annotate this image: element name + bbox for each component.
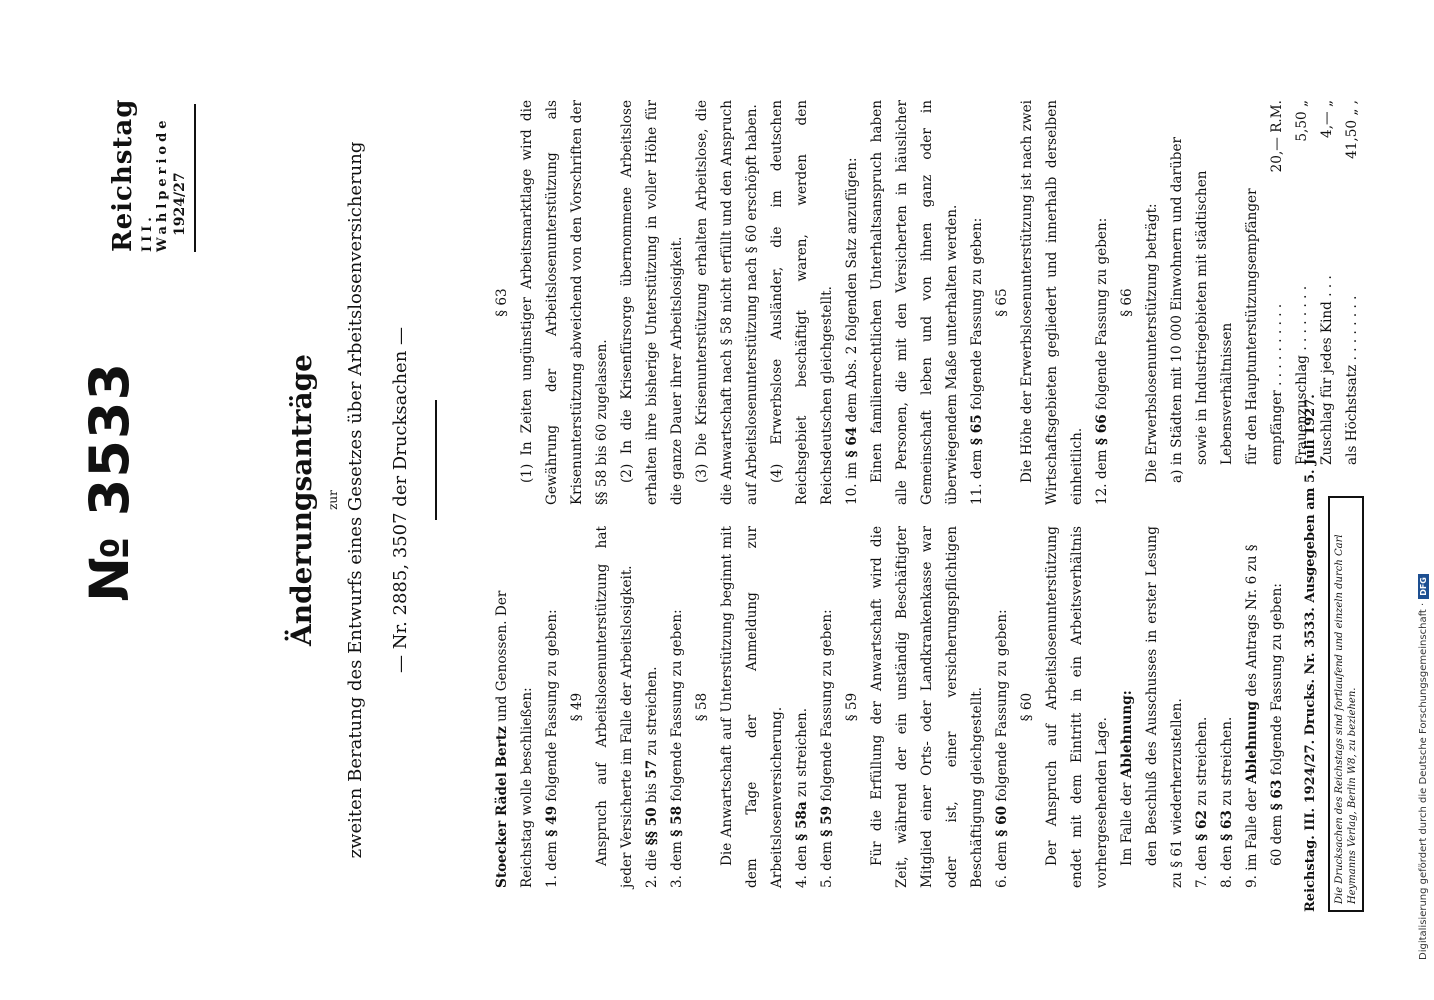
digitization-note [1418,30,1429,960]
paragraph-text-60: Der Anspruch auf Arbeitslosenunterstützung endet mit dem Eintritt in ein Arbeitsverhältnis vorhergesehenden Lage. [1044,526,1110,888]
paragraph-text-64: Einen familienrechtlichen Unterhaltsanspruch haben alle Personen, die mit den Versicherten in häuslicher Gemeinschaft leben und von ihnen ganz oder in überwiegendem Maße unterhalten werden. [869,100,960,505]
item-1: 1. dem § 49 folgende Fassung zu geben: [544,609,560,888]
left-column [490,526,1290,888]
rate-row-1: empfänger . . . . . . . . . . 20,— R.M. [1269,100,1285,465]
paragraph-63-3: (3) Die Krisenunterstützung erhalten Arbeitslose, die die Anwartschaft nach § 58 nicht erfüllt und den Anspruch auf Arbeitslosenunterstützung nach § 60 erschöpft haben. [694,100,760,505]
paragraph-heading-63: § 63 [494,288,510,317]
paragraph-63-1: (1) In Zeiten ungünstiger Arbeitsmarktlage wird die Gewährung der Arbeitslosenunterstützung als Krisenunterstützung abweichend von den Vorschriften der §§ 58 bis 60 zugelassen. [519,100,610,505]
digitization-text: Digitalisierung gefördert durch die Deutsche Forschungsgemeinschaft · [1418,602,1429,960]
item-5: 5. dem § 59 folgende Fassung zu geben: [819,609,835,888]
intro [490,526,540,888]
rate-row-2: Frauenzuschlag . . . . . . . . 5,50 „ [1294,100,1310,465]
paragraph-heading-66: § 66 [1119,288,1135,317]
item-3: 3. dem § 58 folgende Fassung zu geben: [669,609,685,888]
fallback-clause: Im Falle der Ablehnung: [1119,690,1135,866]
item-9: 9. im Falle der Ablehnung des Antrags Nr. 6 zu § 60 dem § 63 folgende Fassung zu geben: [1244,544,1285,888]
paragraph-heading-49: § 49 [569,692,585,722]
intro-text: und Genossen. Der Reichstag wolle beschließen: [494,590,535,888]
right-column [490,100,1365,505]
legislative-years: 1924/27 [172,172,188,236]
paragraph-heading-58: § 58 [694,692,710,722]
paragraph-text-65: Die Höhe der Erwerbslosenunterstützung ist nach zwei Wirtschaftsgebieten gegliedert und innerhalb derselben einheitlich. [1019,100,1085,505]
paragraph-heading-59: § 59 [844,692,860,722]
dfg-logo: DFG [1418,574,1429,599]
item-4: 4. den § 58a zu streichen. [794,707,810,888]
document-number: № 3533 [78,361,141,602]
title-rule [435,400,437,520]
reichstag-title: Reichstag [108,98,138,252]
footer-notice-box: Die Drucksachen des Reichstags sind fortlaufend und einzeln durch Carl Heymanns Verlag, Berlin W8, zu beziehen. [1328,496,1364,912]
paragraph-66-b: für den Hauptunterstützungsempfänger [1244,188,1260,465]
item-2: 2. die §§ 50 bis 57 zu streichen. [644,666,660,888]
paragraph-heading-65: § 65 [994,288,1010,317]
fallback-text: den Beschluß des Ausschusses in erster Lesung zu § 61 wiederherzustellen. [1144,526,1185,888]
reichstag-header [108,92,196,252]
item-12: 12. dem § 66 folgende Fassung zu geben: [1094,217,1110,505]
footer-line: Reichstag. III. 1924/27. Drucks. Nr. 3533. Ausgegeben am 5. Juli 1927. [1303,394,1318,912]
paragraph-63-4: (4) Erwerbslose Ausländer, die im deutschen Reichsgebiet beschäftigt waren, werden den Reichsdeutschen gleichgestellt. [769,100,835,505]
paragraph-text-59: Für die Erfüllung der Anwartschaft wird die Zeit, während der ein unständig Beschäftigter Mitglied einer Orts- oder Landkrankenkasse war oder ist, einer versicherungspflichtigen Beschäftigung gleichgestellt. [869,526,985,888]
rate-row-3: Zuschlag für jedes Kind . . . 4,— „ [1319,100,1335,465]
paragraph-text-49: Anspruch auf Arbeitslosenunterstützung hat jeder Versicherte im Falle der Arbeitslosigkeit. [594,526,635,888]
document-subtitle: zweiten Beratung des Entwurfs eines Gesetzes über Arbeitslosenversicherung [345,141,366,859]
item-10: 10. im § 64 dem Abs. 2 folgenden Satz anzufügen: [844,157,860,505]
paragraph-66-a: a) in Städten mit 10 000 Einwohnern und darüber sowie in Industriegebieten mit städtischen Lebensverhältnissen [1169,136,1235,483]
rate-row-4: als Höchstsatz . . . . . . . . 41,50 „ , [1344,100,1360,465]
signers: Stoecker Rädel Bertz [494,726,510,888]
header-rule [194,104,196,252]
paragraph-63-2: (2) In die Krisenfürsorge übernommene Arbeitslose erhalten ihre bisherige Unterstützung in voller Höhe für die ganze Dauer ihrer Arbeitslosigkeit. [619,100,685,505]
paragraph-text-66: Die Erwerbslosenunterstützung beträgt: [1144,203,1160,483]
document-title: Änderungsanträge [285,354,318,647]
item-8: 8. den § 63 zu streichen. [1219,716,1235,888]
item-7: 7. den § 62 zu streichen. [1194,716,1210,888]
title-connector: zur [326,490,340,510]
item-6: 6. dem § 60 folgende Fassung zu geben: [994,609,1010,888]
wahlperiode: III. Wahlperiode [140,116,170,252]
drucksachen-reference: — Nr. 2885, 3507 der Drucksachen — [390,326,411,674]
paragraph-heading-60: § 60 [1019,692,1035,722]
item-11: 11. dem § 65 folgende Fassung zu geben: [969,217,985,505]
paragraph-text-58: Die Anwartschaft auf Unterstützung beginnt mit dem Tage der Anmeldung zur Arbeitslosenversicherung. [719,526,785,888]
